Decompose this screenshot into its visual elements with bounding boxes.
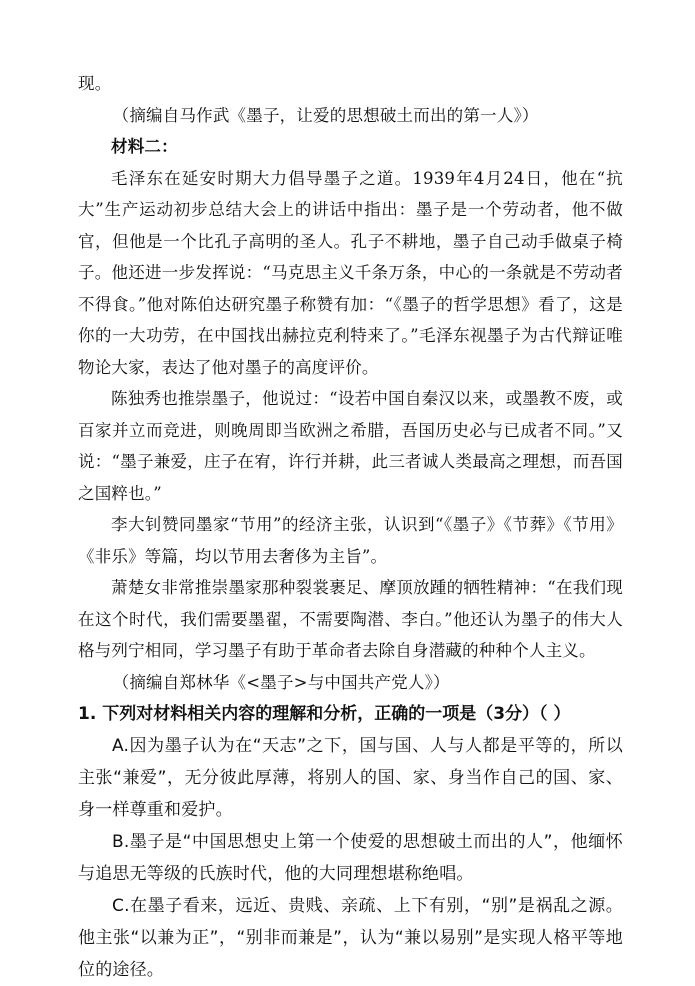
material-two-paragraph-li: 李大钊赞同墨家“节用”的经济主张，认识到“《墨子》《节葬》《节用》《非乐》等篇，均以节用去奢侈为主旨”。	[78, 515, 623, 566]
document-page	[78, 68, 623, 986]
material-two-source: （摘编自郑林华《<墨子>与中国共产党人》）	[112, 672, 450, 692]
option-c: C.在墨子看来，远近、贵贱、亲疏、上下有别，“别”是祸乱之源。他主张“以兼为正”，“别非而兼是”，认为“兼以易别”是实现人格平等地位的途径。	[78, 896, 623, 980]
material-one-tail: 现。	[78, 74, 112, 93]
material-two-paragraph-xiao: 萧楚女非常推崇墨家那种裂裳裹足、摩顶放踵的牺牲精神：“在我们现在这个时代，我们需要墨翟，不需要陶潜、李白。”他还认为墨子的伟大人格与列宁相同，学习墨子有助于革命者去除自身潜藏的种种个人主义。	[78, 578, 623, 660]
question-stem: 1. 下列对材料相关内容的理解和分析，正确的一项是（3分）（ ）	[78, 704, 571, 724]
material-two-label: 材料二：	[111, 137, 178, 156]
option-a: A.因为墨子认为在“天志”之下，国与国、人与人都是平等的，所以主张“兼爱”，无分彼此厚薄，将别人的国、家、身当作自己的国、家、身一样尊重和爱护。	[78, 736, 623, 820]
material-two-paragraph-mao: 毛泽东在延安时期大力倡导墨子之道。1939年4月24日，他在“抗大”生产运动初步总结大会上的讲话中指出：墨子是一个劳动者，他不做官，但他是一个比孔子高明的圣人。孔子不耕地，墨子自己动手做桌子椅子。他还进一步发挥说：“马克思主义千条万条，中心的一条就是不劳动者不得食。”他对陈伯达研究墨子称赞有加：“《墨子的哲学思想》看了，这是你的一大功劳，在中国找出赫拉克利特来了。”毛泽东视墨子为古代辩证唯物论大家，表达了他对墨子的高度评价。	[78, 168, 623, 377]
material-one-source: （摘编自马作武《墨子，让爱的思想破土而出的第一人》）	[112, 105, 539, 125]
material-two-paragraph-chen: 陈独秀也推崇墨子，他说过：“设若中国自秦汉以来，或墨教不废，或百家并立而竞进，则晚周即当欧洲之希腊，吾国历史必与已成者不同。”又说：“墨子兼爱，庄子在宥，许行并耕，此三者诚人类最高之理想，而吾国之国粹也。”	[78, 389, 623, 503]
option-b: B.墨子是“中国思想史上第一个使爱的思想破土而出的人”，他缅怀与追思无等级的氏族时代，他的大同理想堪称绝唱。	[78, 832, 623, 884]
